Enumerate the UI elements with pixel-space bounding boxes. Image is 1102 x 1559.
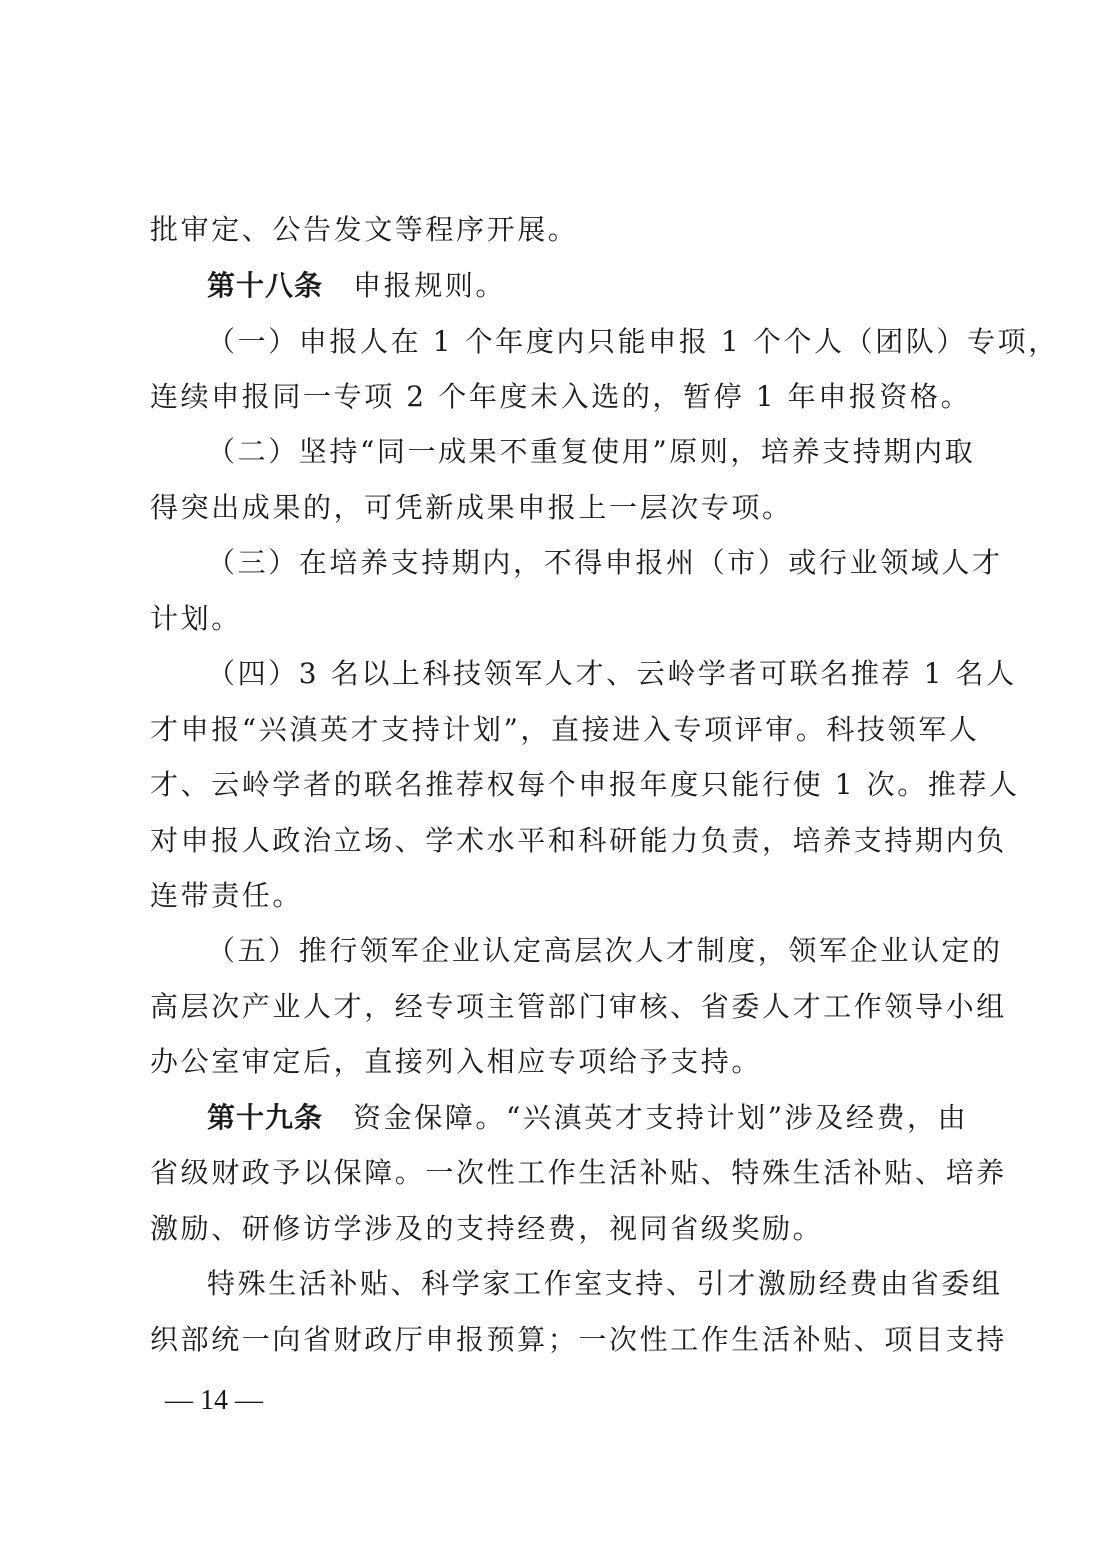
paragraph-line: 特殊生活补贴、科学家工作室支持、引才激励经费由省委组 (207, 1267, 1003, 1300)
paragraph-line: 省级财政予以保障。一次性工作生活补贴、特殊生活补贴、培养 (150, 1156, 1007, 1189)
paragraph-line: 计划。 (150, 602, 242, 635)
paragraph-line: 高层次产业人才，经专项主管部门审核、省委人才工作领导小组 (150, 990, 1007, 1023)
paragraph-line: 办公室审定后，直接列入相应专项给予支持。 (150, 1045, 763, 1078)
paragraph-line: （五）推行领军企业认定高层次人才制度，领军企业认定的 (207, 934, 1003, 967)
paragraph-line: 连带责任。 (150, 879, 304, 912)
article-19-heading-line (207, 1098, 969, 1138)
paragraph-line: 激励、研修访学涉及的支持经费，视同省级奖励。 (150, 1212, 824, 1245)
article-18-subject: 申报规则。 (353, 269, 507, 302)
page-number: — 14 — (165, 1385, 263, 1416)
paragraph-line: 连续申报同一专项 2 个年度未入选的，暂停 1 年申报资格。 (150, 380, 972, 413)
paragraph-line: （一）申报人在 1 个年度内只能申报 1 个个人（团队）专项， (207, 325, 1059, 358)
article-18-heading-line (207, 266, 965, 306)
paragraph-line: 织部统一向省财政厅申报预算；一次性工作生活补贴、项目支持 (150, 1323, 1007, 1356)
paragraph-line: 得突出成果的，可凭新成果申报上一层次专项。 (150, 491, 793, 524)
article-19-title: 第十九条 (207, 1101, 324, 1134)
paragraph-line: （四）3 名以上科技领军人才、云岭学者可联名推荐 1 名人 (207, 657, 1017, 690)
paragraph-line: （三）在培养支持期内，不得申报州（市）或行业领域人才 (207, 546, 1003, 579)
paragraph-line: 批审定、公告发文等程序开展。 (150, 213, 579, 246)
article-18-title: 第十八条 (207, 269, 324, 302)
paragraph-line: （二）坚持“同一成果不重复使用”原则，培养支持期内取 (207, 435, 976, 468)
article-19-subject: 资金保障。“兴滇英才支持计划”涉及经费，由 (353, 1101, 969, 1134)
paragraph-line: 才、云岭学者的联名推荐权每个申报年度只能行使 1 次。推荐人 (150, 768, 1020, 801)
paragraph-line: 对申报人政治立场、学术水平和科研能力负责，培养支持期内负 (150, 824, 1007, 857)
paragraph-line: 才申报“兴滇英才支持计划”，直接进入专项评审。科技领军人 (150, 713, 980, 746)
